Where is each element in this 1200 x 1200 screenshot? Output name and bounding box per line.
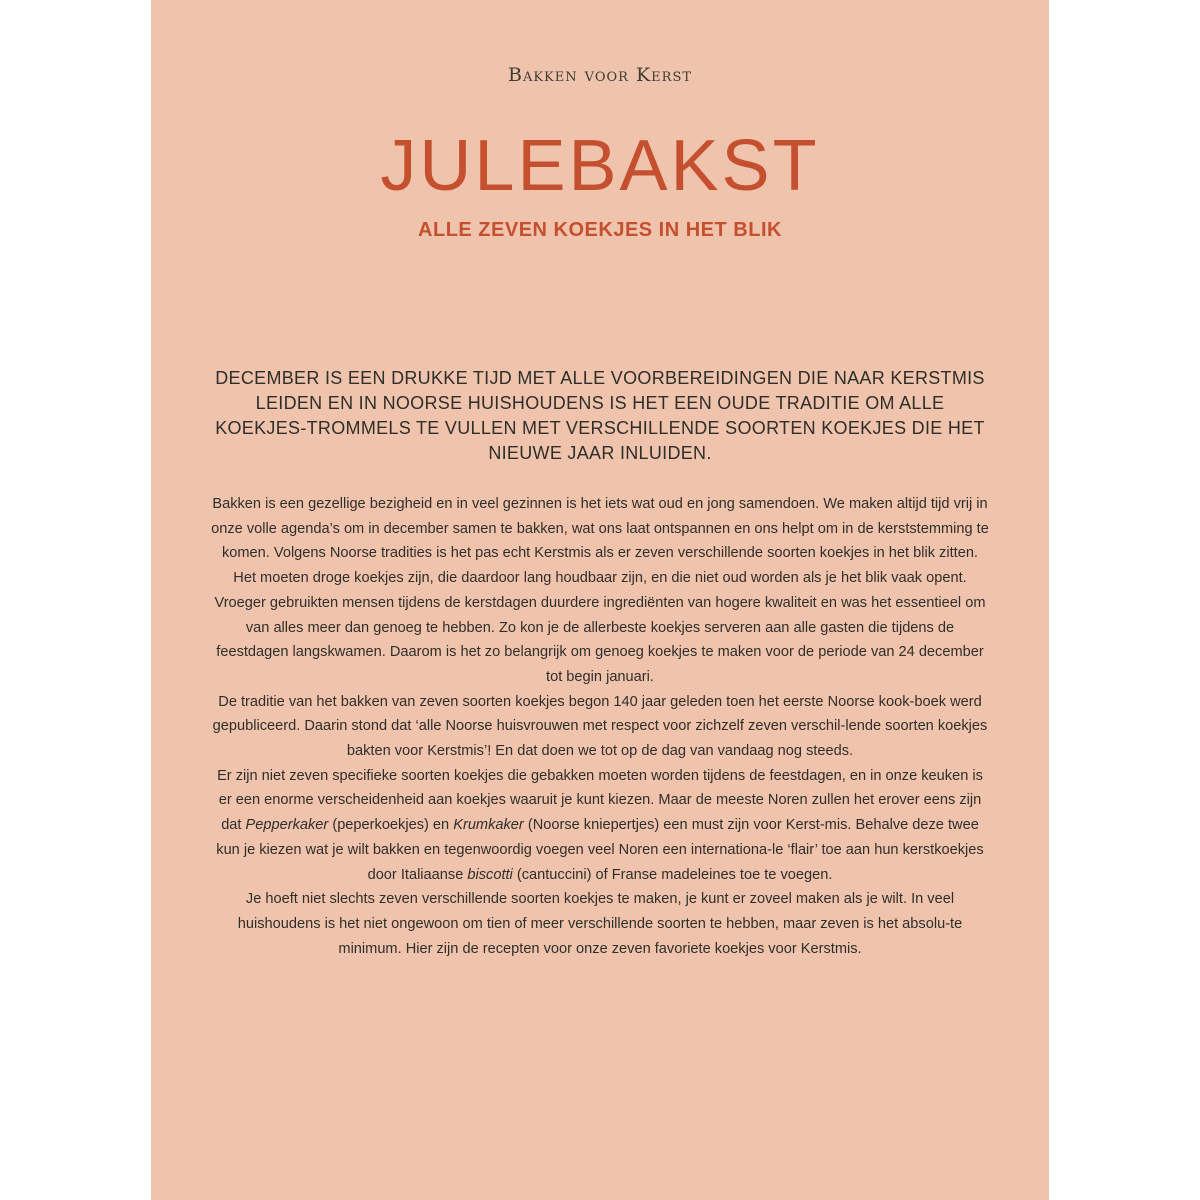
chapter-title: JULEBAKST bbox=[380, 126, 820, 206]
term-pepperkaker: Pepperkaker bbox=[245, 817, 329, 834]
body-text bbox=[209, 492, 991, 961]
book-page bbox=[151, 0, 1049, 1200]
term-biscotti: biscotti bbox=[467, 866, 513, 883]
body-paragraph bbox=[209, 764, 991, 888]
intro-paragraph: DECEMBER IS EEN DRUKKE TIJD MET ALLE VOORBEREIDINGEN DIE NAAR KERSTMIS LEIDEN EN IN NOORSE HUISHOUDENS IS HET EEN OUDE TRADITIE OM ALLE KOEKJES-TROMMELS TE VULLEN MET VERSCHILLENDE SOORTEN KOEKJES DIE HET NIEUWE JAAR INLUIDEN. bbox=[215, 368, 985, 463]
body-text-run: Er zijn niet zeven specifieke soorten koekjes die gebakken moeten worden tijdens de feestdagen, en in onze keuken is er een enorme verscheidenheid aan koekjes waaruit je kunt kiezen. Maar de meeste Noren zullen het erover eens zijn dat bbox=[217, 767, 983, 834]
body-paragraph: Je hoeft niet slechts zeven verschillende soorten koekjes te maken, je kunt er zoveel maken als je wilt. In veel huishoudens is het niet ongewoon om tien of meer verschillende soorten te hebben, maar zeven is het absolu-te minimum. Hier zijn de recepten voor onze zeven favoriete koekjes voor Kerstmis. bbox=[237, 891, 963, 957]
body-paragraph: De traditie van het bakken van zeven soorten koekjes begon 140 jaar geleden toen het eerste Noorse kook-boek werd gepubliceerd. Daarin stond dat ‘alle Noorse huisvrouwen met respect voor zichzelf zeven verschil-lende soorten koekjes bakten voor Kerstmis’! En dat doen we tot op de dag van vandaag nog steeds. bbox=[212, 693, 988, 760]
body-text-run: (cantuccini) of Franse madeleines toe te voegen. bbox=[512, 866, 833, 883]
series-title: Bakken voor Kerst bbox=[507, 64, 693, 86]
chapter-subtitle: ALLE ZEVEN KOEKJES IN HET BLIK bbox=[418, 219, 782, 241]
body-text-run: (peperkoekjes) en bbox=[328, 817, 454, 834]
body-paragraph: Bakken is een gezellige bezigheid en in veel gezinnen is het iets wat oud en jong samendoen. We maken altijd tijd vrij in onze volle agenda’s om in december samen te bakken, wat ons laat ontspannen en ons helpt om in de kerststemming te komen. Volgens Noorse tradities is het pas echt Kerstmis als er zeven verschillende soorten koekjes in het blik zitten. Het moeten droge koekjes zijn, die daardoor lang houdbaar zijn, en die niet oud worden als je het blik vaak opent. bbox=[211, 496, 989, 587]
body-paragraph: Vroeger gebruikten mensen tijdens de kerstdagen duurdere ingrediënten van hogere kwaliteit en was het essentieel om van alles meer dan genoeg te hebben. Zo kon je de allerbeste koekjes serveren aan alle gasten die tijdens de feestdagen langskwamen. Daarom is het zo belangrijk om genoeg koekjes te maken voor de periode van 24 december tot begin januari. bbox=[214, 594, 986, 685]
term-krumkaker: Krumkaker bbox=[453, 817, 524, 834]
body-text-run: (Noorse kniepertjes) een must zijn voor Kerst-mis. Behalve deze twee kun je kiezen wat je wilt bakken en tegenwoordig voegen veel Noren een internationa-le ‘flair’ toe aan hun kerstkoekjes door Italiaanse bbox=[216, 817, 984, 883]
